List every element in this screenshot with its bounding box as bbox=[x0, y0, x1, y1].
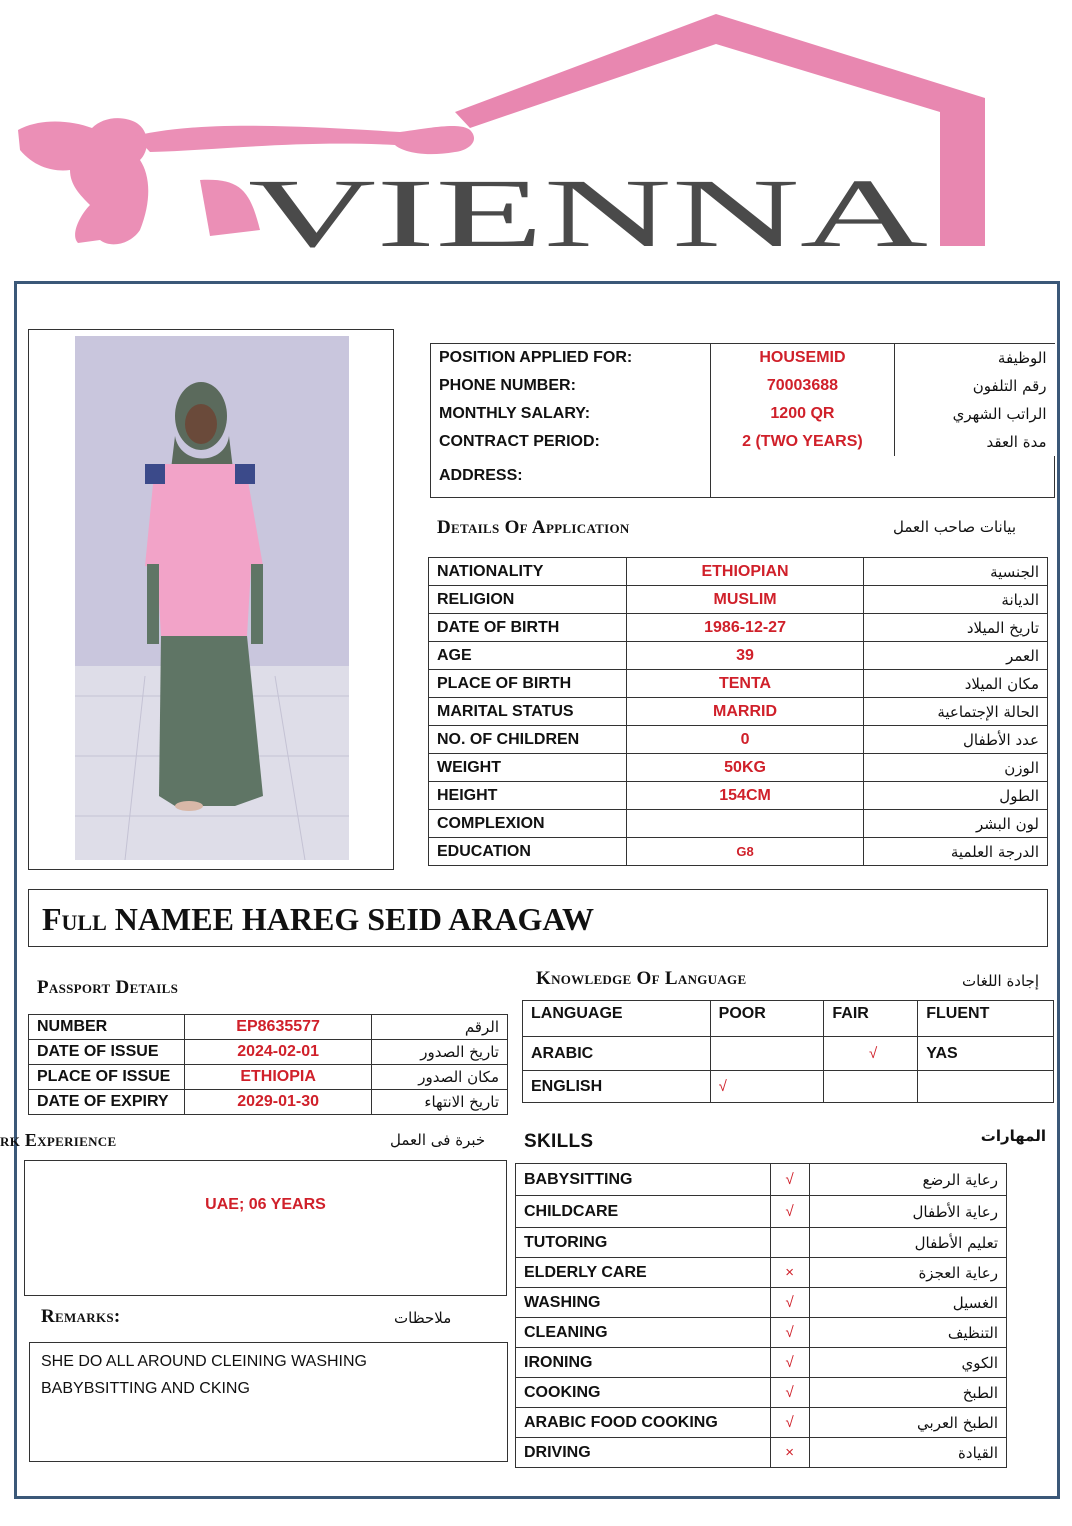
address-label: ADDRESS: bbox=[431, 456, 711, 498]
skill-mark: √ bbox=[770, 1196, 809, 1228]
table-row bbox=[516, 1318, 1007, 1348]
fair-mark bbox=[824, 1071, 918, 1103]
table-row bbox=[431, 372, 1055, 400]
details-value: 50KG bbox=[626, 754, 863, 782]
table-row bbox=[516, 1288, 1007, 1318]
skill-label-ar: تعليم الأطفال bbox=[809, 1228, 1006, 1258]
table-row bbox=[29, 1015, 508, 1040]
table-row bbox=[429, 838, 1048, 866]
passport-label-ar: تاريخ الصدور bbox=[372, 1040, 508, 1065]
remarks-box bbox=[29, 1342, 508, 1462]
table-row bbox=[431, 428, 1055, 456]
skills-heading: SKILLS bbox=[524, 1131, 594, 1152]
passport-label-ar: الرقم bbox=[372, 1015, 508, 1040]
skills-table bbox=[515, 1163, 1007, 1468]
remarks-heading-ar: ملاحظات bbox=[394, 1309, 452, 1327]
table-row bbox=[429, 642, 1048, 670]
applicant-photo bbox=[75, 336, 349, 860]
table-row bbox=[516, 1408, 1007, 1438]
passport-label-ar: تاريخ الانتهاء bbox=[372, 1090, 508, 1115]
passport-value: EP8635577 bbox=[184, 1015, 371, 1040]
skill-label-ar: رعاية الأطفال bbox=[809, 1196, 1006, 1228]
details-label-ar: الجنسية bbox=[864, 558, 1048, 586]
fluent-header: FLUENT bbox=[918, 1001, 1054, 1037]
table-row bbox=[431, 400, 1055, 428]
passport-label: DATE OF EXPIRY bbox=[29, 1090, 185, 1115]
details-label-ar: الوزن bbox=[864, 754, 1048, 782]
phone-value: 70003688 bbox=[710, 372, 895, 400]
skills-heading-ar: المهارات bbox=[980, 1127, 1046, 1145]
skill-label: TUTORING bbox=[516, 1228, 771, 1258]
details-value: TENTA bbox=[626, 670, 863, 698]
skill-label: CHILDCARE bbox=[516, 1196, 771, 1228]
skill-mark: × bbox=[770, 1258, 809, 1288]
passport-value: 2029-01-30 bbox=[184, 1090, 371, 1115]
phone-label-ar: رقم التلفون bbox=[895, 372, 1055, 400]
table-row bbox=[516, 1258, 1007, 1288]
language-name: ARABIC bbox=[523, 1037, 711, 1071]
passport-label: DATE OF ISSUE bbox=[29, 1040, 185, 1065]
skill-label-ar: التنظيف bbox=[809, 1318, 1006, 1348]
position-value: HOUSEMID bbox=[710, 344, 895, 372]
skill-label: WASHING bbox=[516, 1288, 771, 1318]
phone-label: PHONE NUMBER: bbox=[431, 372, 711, 400]
skill-mark: × bbox=[770, 1438, 809, 1468]
details-label: HEIGHT bbox=[429, 782, 627, 810]
language-heading: Knowledge Of Language bbox=[536, 968, 747, 989]
full-name-prefix: Full bbox=[42, 901, 107, 937]
table-row bbox=[29, 1090, 508, 1115]
passport-heading: Passport Details bbox=[37, 977, 179, 998]
position-table bbox=[430, 343, 1055, 498]
skill-mark: √ bbox=[770, 1348, 809, 1378]
table-row bbox=[516, 1164, 1007, 1196]
address-value bbox=[710, 456, 1054, 498]
table-row bbox=[523, 1071, 1054, 1103]
skill-mark bbox=[770, 1228, 809, 1258]
details-value: 1986-12-27 bbox=[626, 614, 863, 642]
table-row bbox=[516, 1348, 1007, 1378]
details-heading: Details Of Application bbox=[437, 517, 630, 538]
skill-label: DRIVING bbox=[516, 1438, 771, 1468]
skill-mark: √ bbox=[770, 1288, 809, 1318]
poor-mark bbox=[710, 1037, 824, 1071]
contract-label: CONTRACT PERIOD: bbox=[431, 428, 711, 456]
details-label-ar: الدرجة العلمية bbox=[864, 838, 1048, 866]
table-row bbox=[429, 698, 1048, 726]
skill-label-ar: الطبخ العربي bbox=[809, 1408, 1006, 1438]
details-label-ar: الديانة bbox=[864, 586, 1048, 614]
skill-label-ar: رعاية الرضع bbox=[809, 1164, 1006, 1196]
details-value: 154CM bbox=[626, 782, 863, 810]
table-row bbox=[516, 1228, 1007, 1258]
table-row bbox=[429, 670, 1048, 698]
details-value: 39 bbox=[626, 642, 863, 670]
details-label: COMPLEXION bbox=[429, 810, 627, 838]
passport-value: 2024-02-01 bbox=[184, 1040, 371, 1065]
table-row bbox=[516, 1378, 1007, 1408]
details-label: EDUCATION bbox=[429, 838, 627, 866]
skill-mark: √ bbox=[770, 1378, 809, 1408]
remarks-line-1: SHE DO ALL AROUND CLEINING WASHING bbox=[41, 1353, 367, 1370]
salary-label: MONTHLY SALARY: bbox=[431, 400, 711, 428]
details-label-ar: الطول bbox=[864, 782, 1048, 810]
contract-value: 2 (TWO YEARS) bbox=[710, 428, 895, 456]
poor-mark: √ bbox=[710, 1071, 824, 1103]
table-row bbox=[523, 1037, 1054, 1071]
skill-label-ar: الغسيل bbox=[809, 1288, 1006, 1318]
work-experience-text: UAE; 06 YEARS bbox=[205, 1196, 326, 1213]
skill-label: BABYSITTING bbox=[516, 1164, 771, 1196]
details-label-ar: العمر bbox=[864, 642, 1048, 670]
skill-label: COOKING bbox=[516, 1378, 771, 1408]
remarks-heading: Remarks: bbox=[41, 1306, 121, 1327]
details-label: NATIONALITY bbox=[429, 558, 627, 586]
table-row bbox=[431, 456, 1055, 498]
details-label: DATE OF BIRTH bbox=[429, 614, 627, 642]
skill-label-ar: رعاية العجزة bbox=[809, 1258, 1006, 1288]
skill-label: CLEANING bbox=[516, 1318, 771, 1348]
work-experience-box bbox=[24, 1160, 507, 1296]
skill-mark: √ bbox=[770, 1318, 809, 1348]
details-label: NO. OF CHILDREN bbox=[429, 726, 627, 754]
table-row bbox=[429, 614, 1048, 642]
table-row bbox=[29, 1040, 508, 1065]
details-heading-ar: بيانات صاحب العمل bbox=[893, 518, 1016, 536]
details-value: 0 bbox=[626, 726, 863, 754]
table-row bbox=[429, 558, 1048, 586]
language-heading-ar: إجادة اللغات bbox=[962, 972, 1039, 990]
passport-label: PLACE OF ISSUE bbox=[29, 1065, 185, 1090]
skill-label: ELDERLY CARE bbox=[516, 1258, 771, 1288]
details-label: AGE bbox=[429, 642, 627, 670]
language-table bbox=[522, 1000, 1054, 1103]
passport-label-ar: مكان الصدور bbox=[372, 1065, 508, 1090]
details-value bbox=[626, 810, 863, 838]
table-row bbox=[523, 1001, 1054, 1037]
table-row bbox=[429, 782, 1048, 810]
work-experience-heading-ar: خبرة فى العمل bbox=[390, 1131, 486, 1149]
fluent-mark bbox=[918, 1071, 1054, 1103]
details-value: MARRID bbox=[626, 698, 863, 726]
passport-table bbox=[28, 1014, 508, 1115]
fair-header: FAIR bbox=[824, 1001, 918, 1037]
skill-mark: √ bbox=[770, 1408, 809, 1438]
position-label-ar: الوظيفة bbox=[895, 344, 1055, 372]
full-name-box bbox=[28, 889, 1048, 947]
photo-frame bbox=[28, 329, 394, 870]
remarks-line-2: BABYBSITTING AND CKING bbox=[41, 1380, 250, 1397]
details-label: MARITAL STATUS bbox=[429, 698, 627, 726]
position-label: POSITION APPLIED FOR: bbox=[431, 344, 711, 372]
details-value: MUSLIM bbox=[626, 586, 863, 614]
full-name-value: NAMEE HAREG SEID ARAGAW bbox=[114, 901, 594, 937]
salary-label-ar: الراتب الشهري bbox=[895, 400, 1055, 428]
skill-label: IRONING bbox=[516, 1348, 771, 1378]
logo-text: VIENNA bbox=[248, 160, 929, 268]
details-label: RELIGION bbox=[429, 586, 627, 614]
language-name: ENGLISH bbox=[523, 1071, 711, 1103]
table-row bbox=[429, 754, 1048, 782]
table-row bbox=[429, 810, 1048, 838]
details-label: PLACE OF BIRTH bbox=[429, 670, 627, 698]
table-row bbox=[516, 1438, 1007, 1468]
details-table bbox=[428, 557, 1048, 866]
details-label: WEIGHT bbox=[429, 754, 627, 782]
table-row bbox=[429, 586, 1048, 614]
details-value: G8 bbox=[626, 838, 863, 866]
salary-value: 1200 QR bbox=[710, 400, 895, 428]
details-label-ar: لون البشر bbox=[864, 810, 1048, 838]
vienna-logo bbox=[0, 0, 1072, 270]
passport-label: NUMBER bbox=[29, 1015, 185, 1040]
contract-label-ar: مدة العقد bbox=[895, 428, 1055, 456]
language-header: LANGUAGE bbox=[523, 1001, 711, 1037]
skill-label-ar: القيادة bbox=[809, 1438, 1006, 1468]
details-label-ar: تاريخ الميلاد bbox=[864, 614, 1048, 642]
table-row bbox=[431, 344, 1055, 372]
skill-label-ar: الطبخ bbox=[809, 1378, 1006, 1408]
details-label-ar: الحالة الإجتماعية bbox=[864, 698, 1048, 726]
details-value: ETHIOPIAN bbox=[626, 558, 863, 586]
details-label-ar: مكان الميلاد bbox=[864, 670, 1048, 698]
poor-header: POOR bbox=[710, 1001, 824, 1037]
table-row bbox=[516, 1196, 1007, 1228]
skill-label-ar: الكوي bbox=[809, 1348, 1006, 1378]
skill-label: ARABIC FOOD COOKING bbox=[516, 1408, 771, 1438]
fluent-mark: YAS bbox=[918, 1037, 1054, 1071]
work-experience-heading: rk Experience bbox=[0, 1130, 117, 1150]
passport-value: ETHIOPIA bbox=[184, 1065, 371, 1090]
table-row bbox=[429, 726, 1048, 754]
table-row bbox=[29, 1065, 508, 1090]
details-label-ar: عدد الأطفال bbox=[864, 726, 1048, 754]
fair-mark: √ bbox=[824, 1037, 918, 1071]
skill-mark: √ bbox=[770, 1164, 809, 1196]
